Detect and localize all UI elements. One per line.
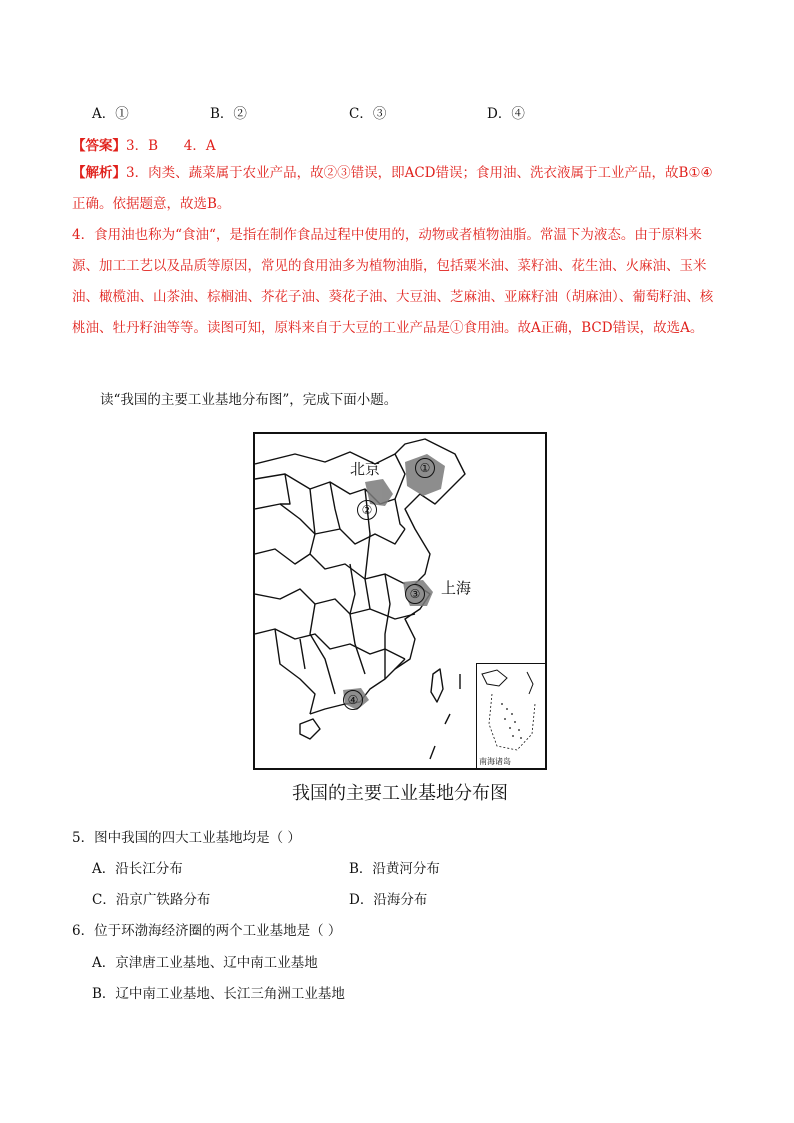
- south-china-sea-inset: [476, 663, 545, 768]
- marker-1: ①: [415, 458, 435, 478]
- q6-option-a: A．京津唐工业基地、辽中南工业基地: [92, 955, 318, 971]
- analysis-p4: 4．食用油也称为“食油“，是指在制作食品过程中使用的，动物或者植物油脂。常温下为液态。由于原料来源、加工工艺以及品质等原因，常见的食用油多为植物油脂，包括粟米油、菜籽油、花生油、火麻油、玉米油、橄榄油、山茶油、棕榈油、芥花子油、葵花子油、大豆油、芝麻油、亚麻籽油（胡麻油）、葡萄籽油、核桃油、牡丹籽油等等。读图可知，原料来自于大豆的工业产品是①食用油。故A正确，BCD错误，故选A。: [72, 227, 714, 336]
- answer-line: [72, 134, 216, 154]
- q5-option-a: A．沿长江分布: [92, 861, 183, 877]
- q4-option-c: C．③: [349, 106, 387, 122]
- q5-option-b: B．沿黄河分布: [349, 861, 440, 877]
- answer-tag: 【答案】: [72, 138, 126, 154]
- intro-text: 读“我国的主要工业基地分布图”，完成下面小题。: [100, 392, 398, 408]
- marker-4: ④: [343, 690, 363, 710]
- map-caption: 我国的主要工业基地分布图: [292, 783, 508, 804]
- china-map: [253, 432, 547, 770]
- marker-3: ③: [405, 584, 425, 604]
- q5-option-d: D．沿海分布: [349, 892, 428, 908]
- q6-option-b: B．辽中南工业基地、长江三角洲工业基地: [92, 986, 345, 1002]
- q4-option-b: B．②: [210, 106, 247, 122]
- analysis-p3-text: 3．肉类、蔬菜属于农业产品，故②③错误，即ACD错误；食用油、洗衣液属于工业产品，故B①④正确。依据题意，故选B。: [72, 165, 713, 212]
- q5-option-c: C．沿京广铁路分布: [92, 892, 211, 908]
- inset-islands-icon: [477, 664, 545, 768]
- marker-2: ②: [357, 500, 377, 520]
- analysis-p3: [72, 158, 724, 220]
- q5-stem: 5．图中我国的四大工业基地均是（ ）: [72, 830, 301, 846]
- q4-option-d: D．④: [487, 106, 525, 122]
- answer-text: 3．B 4．A: [126, 138, 216, 154]
- label-shanghai: 上海: [441, 579, 472, 597]
- inset-label: 南海诸岛: [479, 757, 511, 766]
- q4-option-a: A．①: [92, 106, 129, 122]
- label-beijing: 北京: [350, 460, 381, 478]
- q6-stem: 6．位于环渤海经济圈的两个工业基地是（ ）: [72, 923, 342, 939]
- analysis-tag: 【解析】: [72, 165, 126, 181]
